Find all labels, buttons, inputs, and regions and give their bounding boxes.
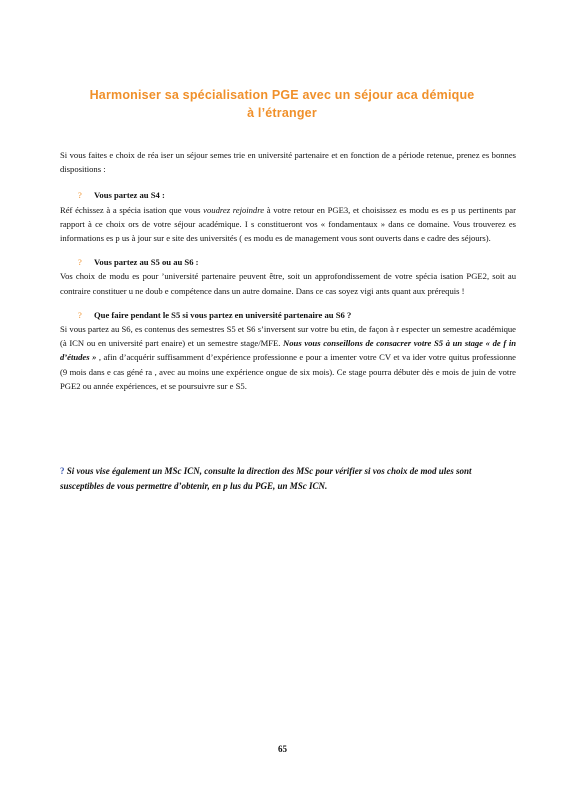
section-s4-text-1: Réf échissez à a spécia isation que vous [60,204,204,215]
section-heading-s5-s6-label: Vous partez au S5 ou au S6 : [94,257,199,268]
section-s5-text-italic: Nous vous conseillons de consacrer votre S5 à un stage « de f in d’études » [60,338,516,363]
title-line-1: Harmoniser sa spécialisation PGE avec un séjour aca démique [89,88,475,102]
section-body-s4 [60,203,516,246]
section-body-s5-s6: Vos choix de modu es pour ’université partenaire peuvent être, soit un approfondissement de votre spécia isation PGE2, soit au contraire constituer u ne doub e compétence dans un autre domaine. Dans ce cas soyez vigi ants quant aux prérequis ! [60,271,516,296]
page-title [52,86,512,122]
body-text [60,148,516,393]
section-heading-s5-s6 [60,255,516,269]
section-s5-text-2: , afin d’acquérir suffisamment d’expérience professionne e pour a imenter votre CV et va ider votre quitus professionne (9 mois dans e cas géné ra , avec au moins une expérience ongue de six mois). Ce stage pourra débuter dès e mois de juin de votre PGE2 ou année expériences, et se poursuivre sur e S5. [60,352,516,391]
section-s5-text-1: Si vous partez au S6, es contenus des semestres S5 et S6 s’inversent sur votre bu etin, de façon à r especter un semestre académique (à ICN ou en université part enaire) et un semestre stage/MFE. [60,324,516,349]
section-heading-s5-pendant [60,308,516,322]
msc-note [60,464,516,493]
section-s4-text-italic: voudrez rejoindre [203,204,265,215]
section-heading-s5-pendant-label: Que faire pendant le S5 si vous partez en université partenaire au S6 ? [94,309,352,320]
title-line-2: à l’étranger [247,106,317,120]
note-text: Si vous vise également un MSc ICN, consulte la direction des MSc pour vérifier si vos choix de mod ules sont susceptibles de vous permettre d’obtenir, en p lus du PGE, un MSc ICN. [60,466,472,491]
bullet-icon: ? [78,309,82,320]
section-heading-s4-label: Vous partez au S4 : [94,190,165,201]
intro-paragraph: Si vous faites e choix de réa iser un séjour semes trie en université partenaire et en fonction de a période retenue, prenez es bonnes dispositions : [60,150,516,175]
section-heading-s4 [60,188,516,202]
section-s4-text-2: à votre retour en PGE3, et choisissez es modu es es p us pertinents par rapport à ce choix ors de votre séjour académique. I s constitueront vos « fondamentaux » dans ce domaine. Vous trouverez es informations es p us à jour sur e site des universités ( es modu es de management vous sont ouverts dans e cadre des séjours). [60,204,516,244]
bullet-icon: ? [78,257,82,268]
page-number: 65 [278,744,287,754]
note-mark-icon: ? [60,466,65,476]
bullet-icon: ? [78,190,82,201]
section-body-s5-pendant [60,322,516,393]
